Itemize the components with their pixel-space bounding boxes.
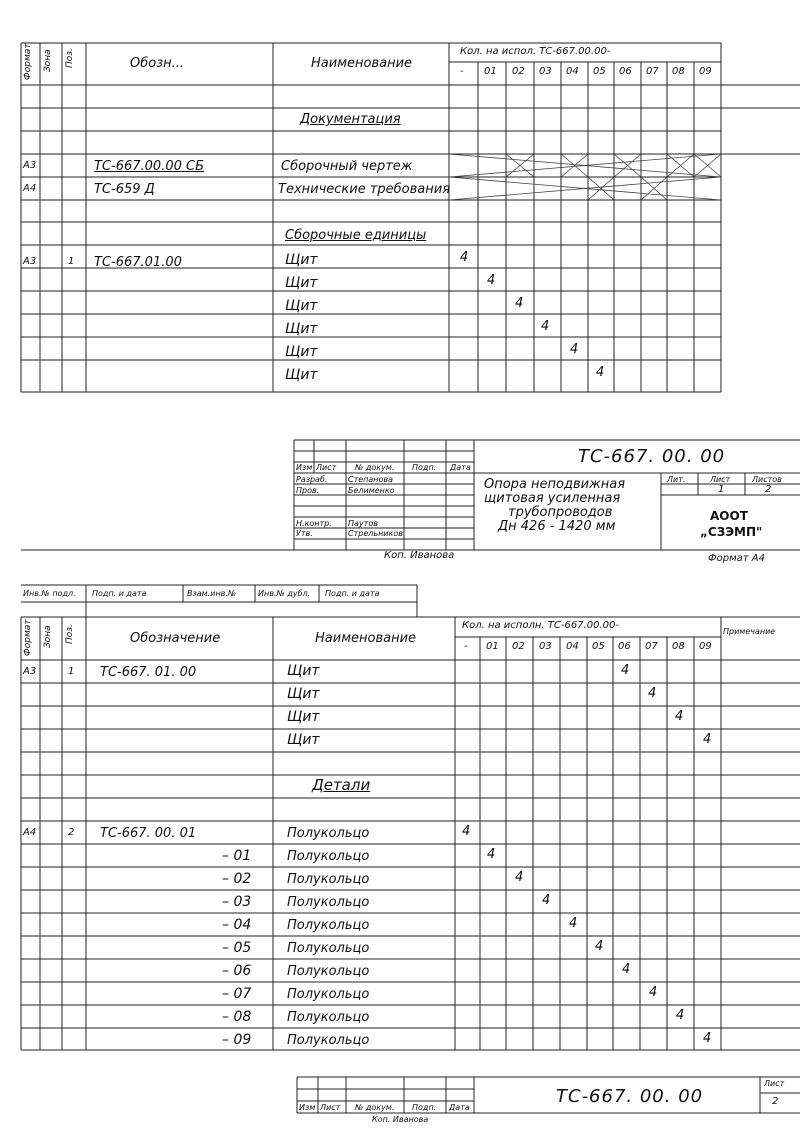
tb-razrab-name: Степанова: [348, 475, 394, 484]
col-header: 08: [672, 641, 685, 652]
tb-sheet-value: 1: [718, 484, 725, 495]
header-qty: Кол. на исполн. ТС-667.00.00-: [462, 620, 619, 631]
stamp-field: Инв.№ подл.: [23, 589, 76, 598]
tb-hdr-izm: Изм: [296, 463, 313, 472]
qty-value: 4: [487, 273, 496, 288]
footer-hdr-sign: Подп.: [412, 1103, 437, 1112]
shield-name: Щит: [285, 252, 318, 268]
half-ring-name: Полукольцо: [287, 964, 370, 979]
header-name: Наименование: [311, 56, 413, 71]
stamp-field: Инв.№ дубл.: [258, 589, 311, 598]
variant-designation: – 07: [222, 986, 252, 1002]
section-assemblies: Сборочные единицы: [285, 228, 427, 243]
shield-name: Щит: [287, 686, 320, 702]
header-name: Наименование: [315, 631, 417, 646]
footer-sheet-label: Лист: [764, 1079, 785, 1088]
variant-designation: – 02: [222, 871, 252, 887]
copied-by: Коп. Иванова: [384, 550, 455, 561]
copied-by: Коп. Иванова: [372, 1115, 429, 1124]
col-header: -: [464, 641, 468, 652]
shield-name: Щит: [287, 709, 320, 725]
assembly-designation: ТС-667. 01. 00: [100, 665, 197, 680]
doc-name: Сборочный чертеж: [281, 159, 413, 174]
header-designation: Обозн...: [130, 56, 185, 71]
col-header: 04: [566, 66, 579, 77]
header-format: Формат: [23, 619, 33, 656]
col-header: 02: [512, 641, 525, 652]
tb-title-line: трубопроводов: [508, 505, 613, 520]
header-qty: Кол. на испол. ТС-667.00.00-: [460, 46, 611, 57]
variant-designation: – 06: [222, 963, 252, 979]
col-header: 03: [539, 641, 552, 652]
col-header: 03: [539, 66, 552, 77]
stamp-field: Взам.инв.№: [187, 589, 237, 598]
qty-value: 4: [648, 686, 657, 701]
col-header: 01: [484, 66, 497, 77]
variant-designation: – 05: [222, 940, 252, 956]
qty-value: 4: [460, 250, 469, 265]
col-header: 04: [566, 641, 579, 652]
stamp-field: Подп. и дата: [92, 589, 147, 598]
qty-value: 4: [675, 709, 684, 724]
section-details: Детали: [312, 776, 371, 794]
shield-name: Щит: [285, 367, 318, 383]
col-header: 09: [699, 66, 712, 77]
header-zone: Зона: [43, 49, 53, 72]
qty-value: 4: [515, 296, 524, 311]
tb-hdr-date: Дата: [450, 463, 471, 472]
shield-name: Щит: [287, 663, 320, 679]
doc-format: А4: [23, 183, 37, 194]
variant-designation: – 04: [222, 917, 252, 933]
header-zone: Зона: [43, 625, 53, 648]
assembly-pos: 1: [68, 256, 75, 267]
qty-value: 4: [622, 962, 631, 977]
tb-utv-name: Стрельников: [348, 529, 403, 538]
detail-pos: 2: [68, 827, 75, 838]
footer-hdr-doc: № докум.: [355, 1103, 395, 1112]
half-ring-name: Полукольцо: [287, 1010, 370, 1025]
variant-designation: – 08: [222, 1009, 252, 1025]
doc-format: А3: [23, 160, 37, 171]
half-ring-name: Полукольцо: [287, 987, 370, 1002]
assembly-pos: 1: [68, 666, 75, 677]
tb-utv-label: Утв.: [296, 529, 313, 538]
qty-value: 4: [621, 663, 630, 678]
doc-number: ТС-667. 00. 00: [556, 1086, 704, 1107]
tb-sheet-label: Лист: [710, 475, 731, 484]
qty-value: 4: [515, 870, 524, 885]
tb-company: АООТ: [710, 509, 748, 523]
qty-value: 4: [703, 1031, 712, 1046]
tb-title-line: щитовая усиленная: [484, 491, 621, 506]
qty-value: 4: [569, 916, 578, 931]
tb-lit-label: Лит.: [667, 475, 686, 484]
half-ring-name: Полукольцо: [287, 918, 370, 933]
col-header: 05: [593, 66, 606, 77]
shield-name: Щит: [285, 298, 318, 314]
assembly-format: А3: [23, 666, 37, 677]
qty-value: 4: [570, 342, 579, 357]
header-format: Формат: [23, 43, 33, 80]
shield-name: Щит: [285, 344, 318, 360]
qty-value: 4: [595, 939, 604, 954]
tb-title-line: Дн 426 - 1420 мм: [498, 519, 616, 534]
col-header: 06: [619, 66, 632, 77]
col-header: 07: [645, 641, 658, 652]
footer-hdr-date: Дата: [449, 1103, 470, 1112]
qty-value: 4: [649, 985, 658, 1000]
doc-designation: ТС-659 Д: [94, 182, 155, 197]
tb-company: „СЗЭМП": [700, 525, 763, 539]
footer-hdr-list: Лист: [320, 1103, 341, 1112]
tb-hdr-sign: Подп.: [412, 463, 437, 472]
doc-number: ТС-667. 00. 00: [578, 446, 726, 467]
tb-sheets-value: 2: [765, 484, 772, 495]
half-ring-name: Полукольцо: [287, 1033, 370, 1048]
tb-title-line: Опора неподвижная: [484, 477, 626, 492]
col-header: 06: [618, 641, 631, 652]
col-header: 05: [592, 641, 605, 652]
doc-designation: ТС-667.00.00 СБ: [94, 159, 204, 174]
header-note: Примечание: [723, 627, 776, 636]
col-header: 01: [486, 641, 499, 652]
detail-designation: ТС-667. 00. 01: [100, 826, 197, 841]
variant-designation: – 03: [222, 894, 252, 910]
half-ring-name: Полукольцо: [287, 872, 370, 887]
tb-hdr-doc: № докум.: [355, 463, 395, 472]
col-header: -: [460, 66, 464, 77]
col-header: 07: [646, 66, 659, 77]
assembly-designation: ТС-667.01.00: [94, 255, 182, 270]
header-pos: Поз.: [65, 48, 75, 68]
half-ring-name: Полукольцо: [287, 895, 370, 910]
shield-name: Щит: [285, 275, 318, 291]
header-designation: Обозначение: [130, 631, 221, 646]
qty-value: 4: [487, 847, 496, 862]
shield-name: Щит: [287, 732, 320, 748]
format-note: Формат А4: [708, 553, 765, 564]
col-header: 09: [699, 641, 712, 652]
tb-hdr-list: Лист: [316, 463, 337, 472]
qty-value: 4: [462, 824, 471, 839]
tb-prov-name: Белименко: [348, 486, 395, 495]
variant-designation: – 01: [222, 848, 252, 864]
tb-prov-label: Пров.: [296, 486, 320, 495]
qty-value: 4: [541, 319, 550, 334]
qty-value: 4: [676, 1008, 685, 1023]
stamp-field: Подп. и дата: [325, 589, 380, 598]
qty-value: 4: [703, 732, 712, 747]
assembly-format: А3: [23, 256, 37, 267]
tb-razrab-label: Разраб.: [296, 475, 328, 484]
half-ring-name: Полукольцо: [287, 849, 370, 864]
header-pos: Поз.: [65, 624, 75, 644]
tb-nkontr-label: Н.контр.: [296, 519, 332, 528]
variant-designation: – 09: [222, 1032, 252, 1048]
section-documentation: Документация: [300, 112, 401, 127]
tb-nkontr-name: Паутов: [348, 519, 378, 528]
doc-name: Технические требования: [278, 182, 451, 197]
detail-format: А4: [23, 827, 37, 838]
qty-value: 4: [542, 893, 551, 908]
col-header: 02: [512, 66, 525, 77]
col-header: 08: [672, 66, 685, 77]
half-ring-name: Полукольцо: [287, 826, 370, 841]
tb-sheets-label: Листов: [752, 475, 782, 484]
footer-sheet-value: 2: [772, 1096, 779, 1107]
footer-hdr-izm: Изм: [299, 1103, 316, 1112]
shield-name: Щит: [285, 321, 318, 337]
qty-value: 4: [596, 365, 605, 380]
half-ring-name: Полукольцо: [287, 941, 370, 956]
